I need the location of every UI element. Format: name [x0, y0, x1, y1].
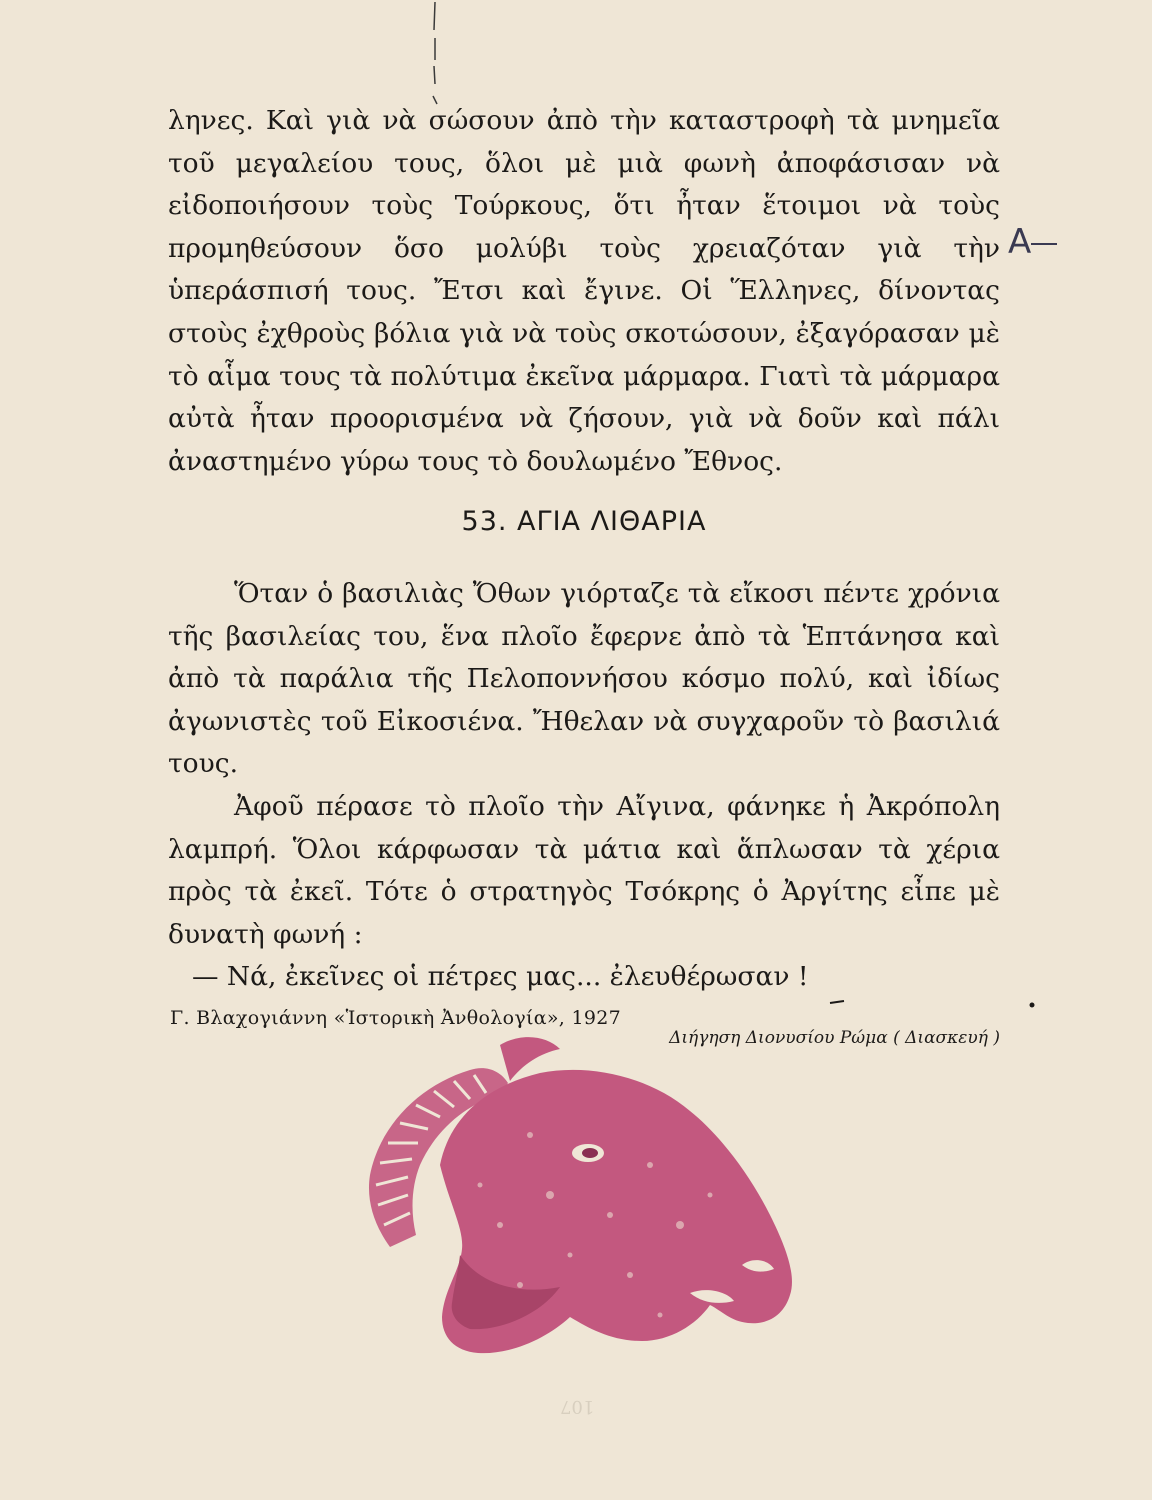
handwritten-margin-mark: [1008, 222, 1057, 262]
section-body: [168, 573, 1000, 999]
narration-credit: Διήγηση Διονυσίου Ρώμα ( Διασκευή ): [669, 1028, 1000, 1048]
horse-head-icon: [350, 1025, 820, 1385]
section-paragraph-1: Ὅταν ὁ βασιλιὰς Ὄθων γιόρταζε τὰ εἴκοσι πέντε χρόνια τῆς βασιλείας του, ἕνα πλοῖο ἔφερνε ἀπὸ τὰ Ἑπτάνησα καὶ ἀπὸ τὰ παράλια τῆς Πελοποννήσου κόσμο πολύ, καὶ ἰδίως ἀγωνιστὲς τοῦ Εἰκοσιένα. Ἤθελαν νὰ συγχαροῦν τὸ βασιλιά τους.: [168, 578, 1000, 780]
margin-mark-letter: A: [1008, 222, 1032, 262]
bleed-through-page-number: 107: [560, 1396, 595, 1417]
section-heading: 53. ΑΓΙΑ ΛΙΘΑΡΙΑ: [461, 506, 707, 537]
continued-paragraph: [168, 100, 1000, 483]
source-citation: Γ. Βλαχογιάννη «Ἱστορικὴ Ἀνθολογία», 1927: [170, 1007, 622, 1029]
section-dialogue: — Νά, ἐκεῖνες οἱ πέτρες μας... ἐλευθέρωσαν !: [192, 961, 809, 993]
ink-stroke-mark: [425, 0, 445, 110]
stray-ink-dots: [780, 985, 1040, 1025]
paragraph-text: ληνες. Καὶ γιὰ νὰ σώσουν ἀπὸ τὴν καταστροφὴ τὰ μνημεῖα τοῦ μεγαλείου τους, ὅλοι μὲ μιὰ φωνὴ ἀποφάσισαν νὰ εἰδοποιήσουν τοὺς Τούρκους, ὅτι ἦταν ἕτοιμοι νὰ τοὺς προμηθεύσουν ὅσο μολύβι τοὺς χρειαζόταν γιὰ τὴν ὑπεράσπισή τους. Ἔτσι καὶ ἔγινε. Οἱ Ἕλληνες, δίνοντας στοὺς ἐχθροὺς βόλια γιὰ νὰ τοὺς σκοτώσουν, ἐξαγόρασαν μὲ τὸ αἷμα τους τὰ πολύτιμα ἐκεῖνα μάρμαρα. Γιατὶ τὰ μάρμαρα αὐτὰ ἦταν προορισμένα νὰ ζήσουν, γιὰ νὰ δοῦν καὶ πάλι ἀναστημένο γύρω τους τὸ δουλωμένο Ἔθνος.: [168, 105, 1000, 477]
margin-mark-stroke: [1031, 243, 1057, 245]
section-paragraph-2: Ἀφοῦ πέρασε τὸ πλοῖο τὴν Αἴγινα, φάνηκε ἡ Ἀκρόπολη λαμπρή. Ὅλοι κάρφωσαν τὰ μάτια καὶ ἅπλωσαν τὰ χέρια πρὸς τὰ ἐκεῖ. Τότε ὁ στρατηγὸς Τσόκρης ὁ Ἀργίτης εἶπε μὲ δυνατὴ φωνή :: [168, 790, 1000, 950]
